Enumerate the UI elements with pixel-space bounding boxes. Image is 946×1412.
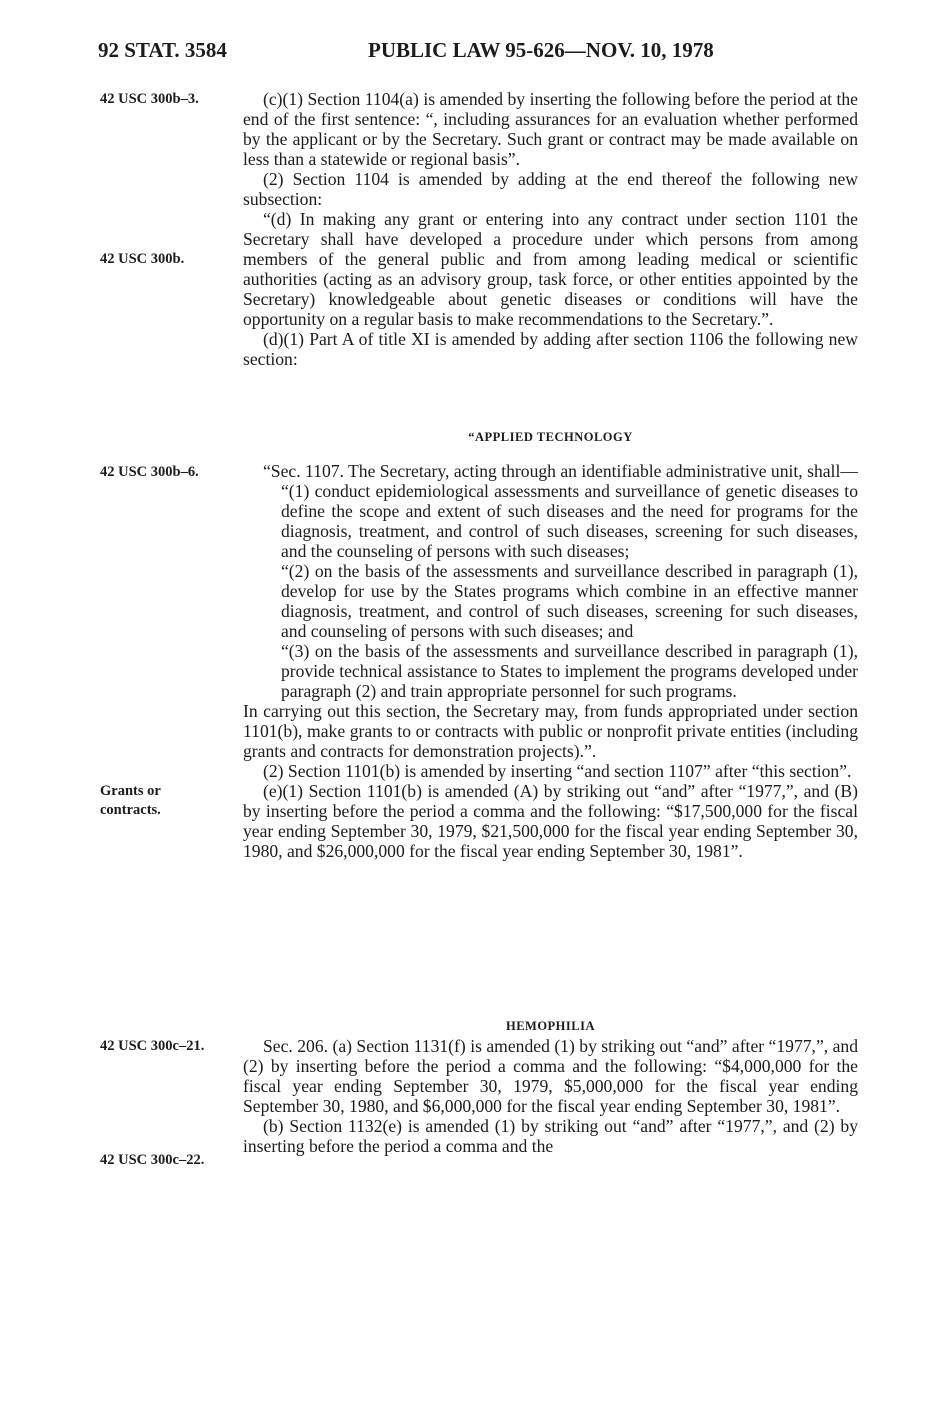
page-number: 92 STAT. 3584 <box>98 38 227 62</box>
paragraph: (e)(1) Section 1101(b) is amended (A) by striking out “and” after “1977,”, and (B) by inserting before the period a comma and the following: “$17,500,000 for the fiscal year ending September 30, 1979, $21,500,000 for the fiscal year ending September 30, 1980, and $26,000,000 for the fiscal year ending September 30, 1981”. <box>243 781 858 861</box>
paragraph: “(3) on the basis of the assessments and surveillance described in paragraph (1), provide technical assistance to States to implement the programs developed under paragraph (2) and train appropriate personnel for such programs. <box>281 641 858 701</box>
page-header <box>98 38 868 68</box>
paragraph: “(d) In making any grant or entering into any contract under section 1101 the Secretary shall have developed a procedure under which persons from among members of the general public and from among leading medical or scientific authorities (acting as an advisory group, task force, or other entities appointed by the Secretary) knowledgeable about genetic diseases or conditions will have the opportunity on a regular basis to make recommendations to the Secretary.”. <box>243 209 858 329</box>
section-heading: “APPLIED TECHNOLOGY <box>468 430 633 444</box>
margin-note: Grants or contracts. <box>100 783 161 818</box>
margin-note: 42 USC 300c–22. <box>100 1152 205 1168</box>
page-title: PUBLIC LAW 95-626—NOV. 10, 1978 <box>368 38 714 62</box>
paragraph: (d)(1) Part A of title XI is amended by adding after section 1106 the following new section: <box>243 329 858 369</box>
body-text-block <box>243 89 858 369</box>
margin-note: 42 USC 300b–6. <box>100 464 199 480</box>
paragraph: (b) Section 1132(e) is amended (1) by striking out “and” after “1977,”, and (2) by inserting before the period a comma and the <box>243 1116 858 1156</box>
paragraph: (c)(1) Section 1104(a) is amended by inserting the following before the period at the end of the first sentence: “, including assurances for an evaluation whether performed by the applicant or by the Secretary. Such grant or contract may be made available on less than a statewide or regional basis”. <box>243 89 858 169</box>
section-heading: HEMOPHILIA <box>505 1019 596 1033</box>
paragraph: Sec. 206. (a) Section 1131(f) is amended (1) by striking out “and” after “1977,”, and (2) by inserting before the period a comma and the following: “$4,000,000 for the fiscal year ending September 30, 1979, $5,000,000 for the fiscal year ending September 30, 1980, and $6,000,000 for the fiscal year ending September 30, 1981”. <box>243 1036 858 1116</box>
paragraph: “(2) on the basis of the assessments and surveillance described in paragraph (1), develop for use by the States programs which combine in an effective manner diagnosis, treatment, and control of such diseases, screening for such diseases, and counseling of persons with such diseases; and <box>281 561 858 641</box>
paragraph: (2) Section 1101(b) is amended by inserting “and section 1107” after “this section”. <box>263 761 852 781</box>
paragraph: “Sec. 1107. The Secretary, acting through an identifiable administrative unit, shall— <box>263 461 858 481</box>
margin-note: 42 USC 300c–21. <box>100 1038 205 1054</box>
margin-note: 42 USC 300b–3. <box>100 91 199 107</box>
body-text-block <box>243 461 858 861</box>
paragraph: “(1) conduct epidemiological assessments and surveillance of genetic diseases to define the scope and extent of such diseases and the need for programs for the diagnosis, treatment, and control of such diseases, screening for such diseases, and the counseling of persons with such diseases; <box>281 481 858 561</box>
paragraph: (2) Section 1104 is amended by adding at the end thereof the following new subsection: <box>243 169 858 209</box>
paragraph: In carrying out this section, the Secretary may, from funds appropriated under section 1101(b), make grants to or contracts with public or nonprofit private entities (including grants and contracts for demonstration projects).”. <box>243 701 858 761</box>
body-text-block <box>243 1036 858 1156</box>
margin-note: 42 USC 300b. <box>100 251 185 267</box>
